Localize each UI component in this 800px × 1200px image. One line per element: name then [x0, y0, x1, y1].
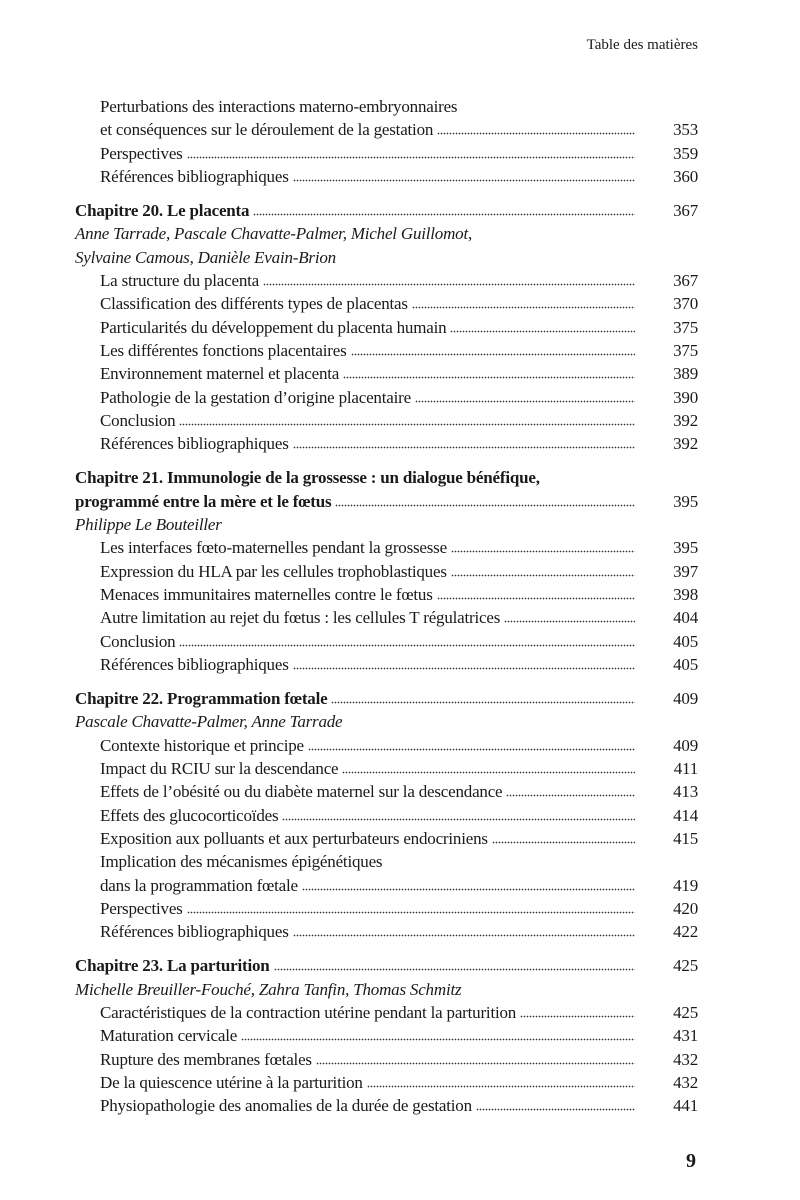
dot-leader [316, 1062, 635, 1065]
dot-leader [415, 400, 635, 403]
page-ref: 360 [673, 166, 698, 186]
toc-entry[interactable] [75, 432, 698, 455]
section-line [75, 653, 698, 676]
page-ref: 392 [673, 410, 698, 430]
section-line [75, 850, 698, 873]
page-ref: 441 [673, 1096, 698, 1116]
section-text: Maturation cervicale [100, 1026, 238, 1046]
dot-leader [308, 748, 635, 751]
page-ref: 359 [673, 143, 698, 163]
toc-entry[interactable] [75, 1071, 698, 1094]
page-ref: 409 [673, 735, 698, 755]
running-title: Table des matières [586, 37, 698, 53]
toc-entry[interactable] [75, 386, 698, 409]
section-line [75, 1094, 698, 1117]
chapter-authors [75, 222, 698, 245]
page-ref: 415 [673, 828, 698, 848]
dot-leader [451, 550, 635, 553]
section-line [75, 606, 698, 629]
page-ref: 370 [673, 294, 698, 314]
dot-leader [274, 968, 635, 971]
dot-leader [412, 306, 635, 309]
page-ref: 389 [673, 364, 698, 384]
section-line [75, 920, 698, 943]
toc-entry[interactable] [75, 1024, 698, 1047]
section-text: La structure du placenta [100, 271, 259, 291]
page-ref: 367 [673, 271, 698, 291]
dot-leader [253, 213, 635, 216]
chapter-title-line [75, 490, 698, 513]
toc-entry[interactable] [75, 1001, 698, 1024]
toc-chapter-block [75, 95, 698, 188]
chapter-authors [75, 978, 698, 1001]
dot-leader [335, 504, 635, 507]
toc-entry[interactable] [75, 897, 698, 920]
section-line [75, 780, 698, 803]
page-ref: 420 [673, 898, 698, 918]
chapter-title-text: Chapitre 23. La parturition [75, 956, 270, 976]
section-line [75, 432, 698, 455]
authors-text: Michelle Breuiller-Fouché, Zahra Tanfin, Thomas Schmitz [75, 979, 462, 999]
chapter-title-text: programmé entre la mère et le fœtus [75, 491, 332, 511]
section-text: Impact du RCIU sur la descendance [100, 759, 339, 779]
section-line [75, 362, 698, 385]
section-line [75, 757, 698, 780]
toc-chapter-block [75, 954, 698, 1117]
page-ref: 431 [673, 1026, 698, 1046]
authors-text: Pascale Chavatte-Palmer, Anne Tarrade [75, 712, 343, 732]
toc-entry[interactable] [75, 606, 698, 629]
section-text: Physiopathologie des anomalies de la durée de gestation [100, 1096, 472, 1116]
toc-entry[interactable] [75, 630, 698, 653]
toc-entry[interactable] [75, 1048, 698, 1071]
page-ref: 405 [673, 631, 698, 651]
dot-leader [331, 701, 635, 704]
dot-leader [187, 156, 635, 159]
section-line [75, 165, 698, 188]
toc-entry[interactable] [75, 142, 698, 165]
dot-leader [437, 597, 635, 600]
section-text: Particularités du développement du placenta humain [100, 317, 447, 337]
page-ref: 432 [673, 1049, 698, 1069]
section-text: Perspectives [100, 143, 183, 163]
dot-leader [179, 644, 635, 647]
section-text: Conclusion [100, 631, 176, 651]
toc-entry[interactable] [75, 1094, 698, 1117]
chapter-title-text: Chapitre 22. Programmation fœtale [75, 689, 328, 709]
dot-leader [351, 353, 635, 356]
section-text: Contexte historique et principe [100, 735, 304, 755]
dot-leader [367, 1085, 635, 1088]
page-ref: 404 [673, 608, 698, 628]
section-text: Caractéristiques de la contraction utérine pendant la parturition [100, 1002, 517, 1022]
page-ref: 395 [673, 538, 698, 558]
authors-text: Sylvaine Camous, Danièle Evain-Brion [75, 247, 336, 267]
table-of-contents [75, 95, 698, 1128]
section-text: Les interfaces fœto-maternelles pendant la grossesse [100, 538, 447, 558]
dot-leader [293, 934, 635, 937]
toc-entry[interactable] [75, 316, 698, 339]
page-ref: 422 [673, 922, 698, 942]
section-text: Effets des glucocorticoïdes [100, 805, 279, 825]
section-text: Références bibliographiques [100, 434, 289, 454]
section-line [75, 874, 698, 897]
section-line [75, 316, 698, 339]
toc-chapter-block [75, 466, 698, 676]
section-text: Autre limitation au rejet du fœtus : les cellules T régulatrices [100, 608, 501, 628]
section-line [75, 560, 698, 583]
chapter-title-line [75, 199, 698, 222]
toc-entry[interactable] [75, 827, 698, 850]
page-ref: 411 [673, 759, 698, 779]
section-text: De la quiescence utérine à la parturition [100, 1072, 363, 1092]
dot-leader [282, 818, 635, 821]
toc-entry[interactable] [75, 920, 698, 943]
toc-chapter-block [75, 687, 698, 943]
dot-leader [241, 1038, 635, 1041]
dot-leader [492, 841, 635, 844]
section-text: Effets de l’obésité ou du diabète maternel sur la descendance [100, 782, 503, 802]
page-ref: 390 [673, 387, 698, 407]
section-line [75, 1048, 698, 1071]
section-text: Exposition aux polluants et aux perturbateurs endocriniens [100, 828, 488, 848]
section-text: Perspectives [100, 898, 183, 918]
dot-leader [437, 132, 635, 135]
section-text: Menaces immunitaires maternelles contre le fœtus [100, 584, 433, 604]
section-text: Pathologie de la gestation d’origine placentaire [100, 387, 411, 407]
dot-leader [302, 888, 635, 891]
section-text: Classification des différents types de placentas [100, 294, 408, 314]
section-line [75, 292, 698, 315]
toc-entry[interactable] [75, 339, 698, 362]
toc-entry[interactable] [75, 850, 698, 897]
dot-leader [293, 446, 635, 449]
page-ref: 425 [673, 1002, 698, 1022]
dot-leader [293, 179, 635, 182]
page-ref: 432 [673, 1072, 698, 1092]
section-line [75, 630, 698, 653]
section-line [75, 269, 698, 292]
section-line [75, 1024, 698, 1047]
authors-text: Anne Tarrade, Pascale Chavatte-Palmer, Michel Guillomot, [75, 224, 473, 244]
page-ref: 409 [673, 689, 698, 709]
page-ref: 414 [673, 805, 698, 825]
dot-leader [179, 423, 635, 426]
section-text: Références bibliographiques [100, 654, 289, 674]
page-ref: 395 [673, 491, 698, 511]
dot-leader [506, 794, 635, 797]
toc-entry[interactable] [75, 292, 698, 315]
chapter-title-line [75, 687, 698, 710]
authors-text: Philippe Le Bouteiller [75, 515, 222, 535]
toc-chapter-block [75, 199, 698, 455]
section-line [75, 583, 698, 606]
page-ref: 419 [673, 875, 698, 895]
section-line [75, 386, 698, 409]
chapter-authors [75, 246, 698, 269]
toc-entry[interactable] [75, 583, 698, 606]
toc-entry[interactable] [75, 269, 698, 292]
page-ref: 392 [673, 434, 698, 454]
toc-entry[interactable] [75, 165, 698, 188]
dot-leader [263, 283, 635, 286]
toc-entry[interactable] [75, 362, 698, 385]
chapter-title-text: Chapitre 21. Immunologie de la grossesse : un dialogue bénéfique, [75, 468, 540, 488]
chapter-authors [75, 710, 698, 733]
dot-leader [293, 667, 635, 670]
page-ref: 398 [673, 584, 698, 604]
toc-entry[interactable] [75, 780, 698, 803]
toc-entry[interactable] [75, 536, 698, 559]
dot-leader [520, 1015, 635, 1018]
section-text: et conséquences sur le déroulement de la gestation [100, 120, 434, 140]
section-line [75, 897, 698, 920]
section-line [75, 1071, 698, 1094]
chapter-title-line [75, 466, 698, 489]
page-ref: 405 [673, 654, 698, 674]
section-line [75, 409, 698, 432]
dot-leader [504, 620, 635, 623]
chapter-title-text: Chapitre 20. Le placenta [75, 201, 250, 221]
section-text: Conclusion [100, 410, 176, 430]
section-line [75, 118, 698, 141]
toc-entry[interactable] [75, 804, 698, 827]
dot-leader [476, 1108, 635, 1111]
page-ref: 397 [673, 561, 698, 581]
section-text: Implication des mécanismes épigénétiques [100, 852, 383, 872]
section-line [75, 339, 698, 362]
chapter-authors [75, 513, 698, 536]
dot-leader [450, 330, 635, 333]
toc-entry[interactable] [75, 653, 698, 676]
dot-leader [187, 911, 635, 914]
toc-entry[interactable] [75, 560, 698, 583]
page-ref: 425 [673, 956, 698, 976]
section-text: dans la programmation fœtale [100, 875, 298, 895]
section-line [75, 95, 698, 118]
section-text: Références bibliographiques [100, 922, 289, 942]
toc-entry[interactable] [75, 409, 698, 432]
toc-entry[interactable] [75, 734, 698, 757]
toc-entry[interactable] [75, 757, 698, 780]
section-text: Expression du HLA par les cellules trophoblastiques [100, 561, 447, 581]
section-line [75, 827, 698, 850]
chapter-title-line [75, 954, 698, 977]
section-text: Perturbations des interactions materno-embryonnaires [100, 97, 458, 116]
section-line [75, 1001, 698, 1024]
section-text: Références bibliographiques [100, 166, 289, 186]
section-text: Environnement maternel et placenta [100, 364, 340, 384]
page-ref: 413 [673, 782, 698, 802]
section-line [75, 804, 698, 827]
dot-leader [342, 771, 635, 774]
page-ref: 353 [673, 120, 698, 140]
section-line [75, 536, 698, 559]
section-text: Les différentes fonctions placentaires [100, 340, 347, 360]
page-ref: 375 [673, 317, 698, 337]
toc-entry[interactable] [75, 95, 698, 142]
page-number: 9 [686, 1150, 696, 1172]
section-line [75, 734, 698, 757]
page-ref: 375 [673, 340, 698, 360]
page-ref: 367 [673, 201, 698, 221]
dot-leader [343, 376, 635, 379]
section-text: Rupture des membranes fœtales [100, 1049, 312, 1069]
section-line [75, 142, 698, 165]
dot-leader [451, 574, 635, 577]
